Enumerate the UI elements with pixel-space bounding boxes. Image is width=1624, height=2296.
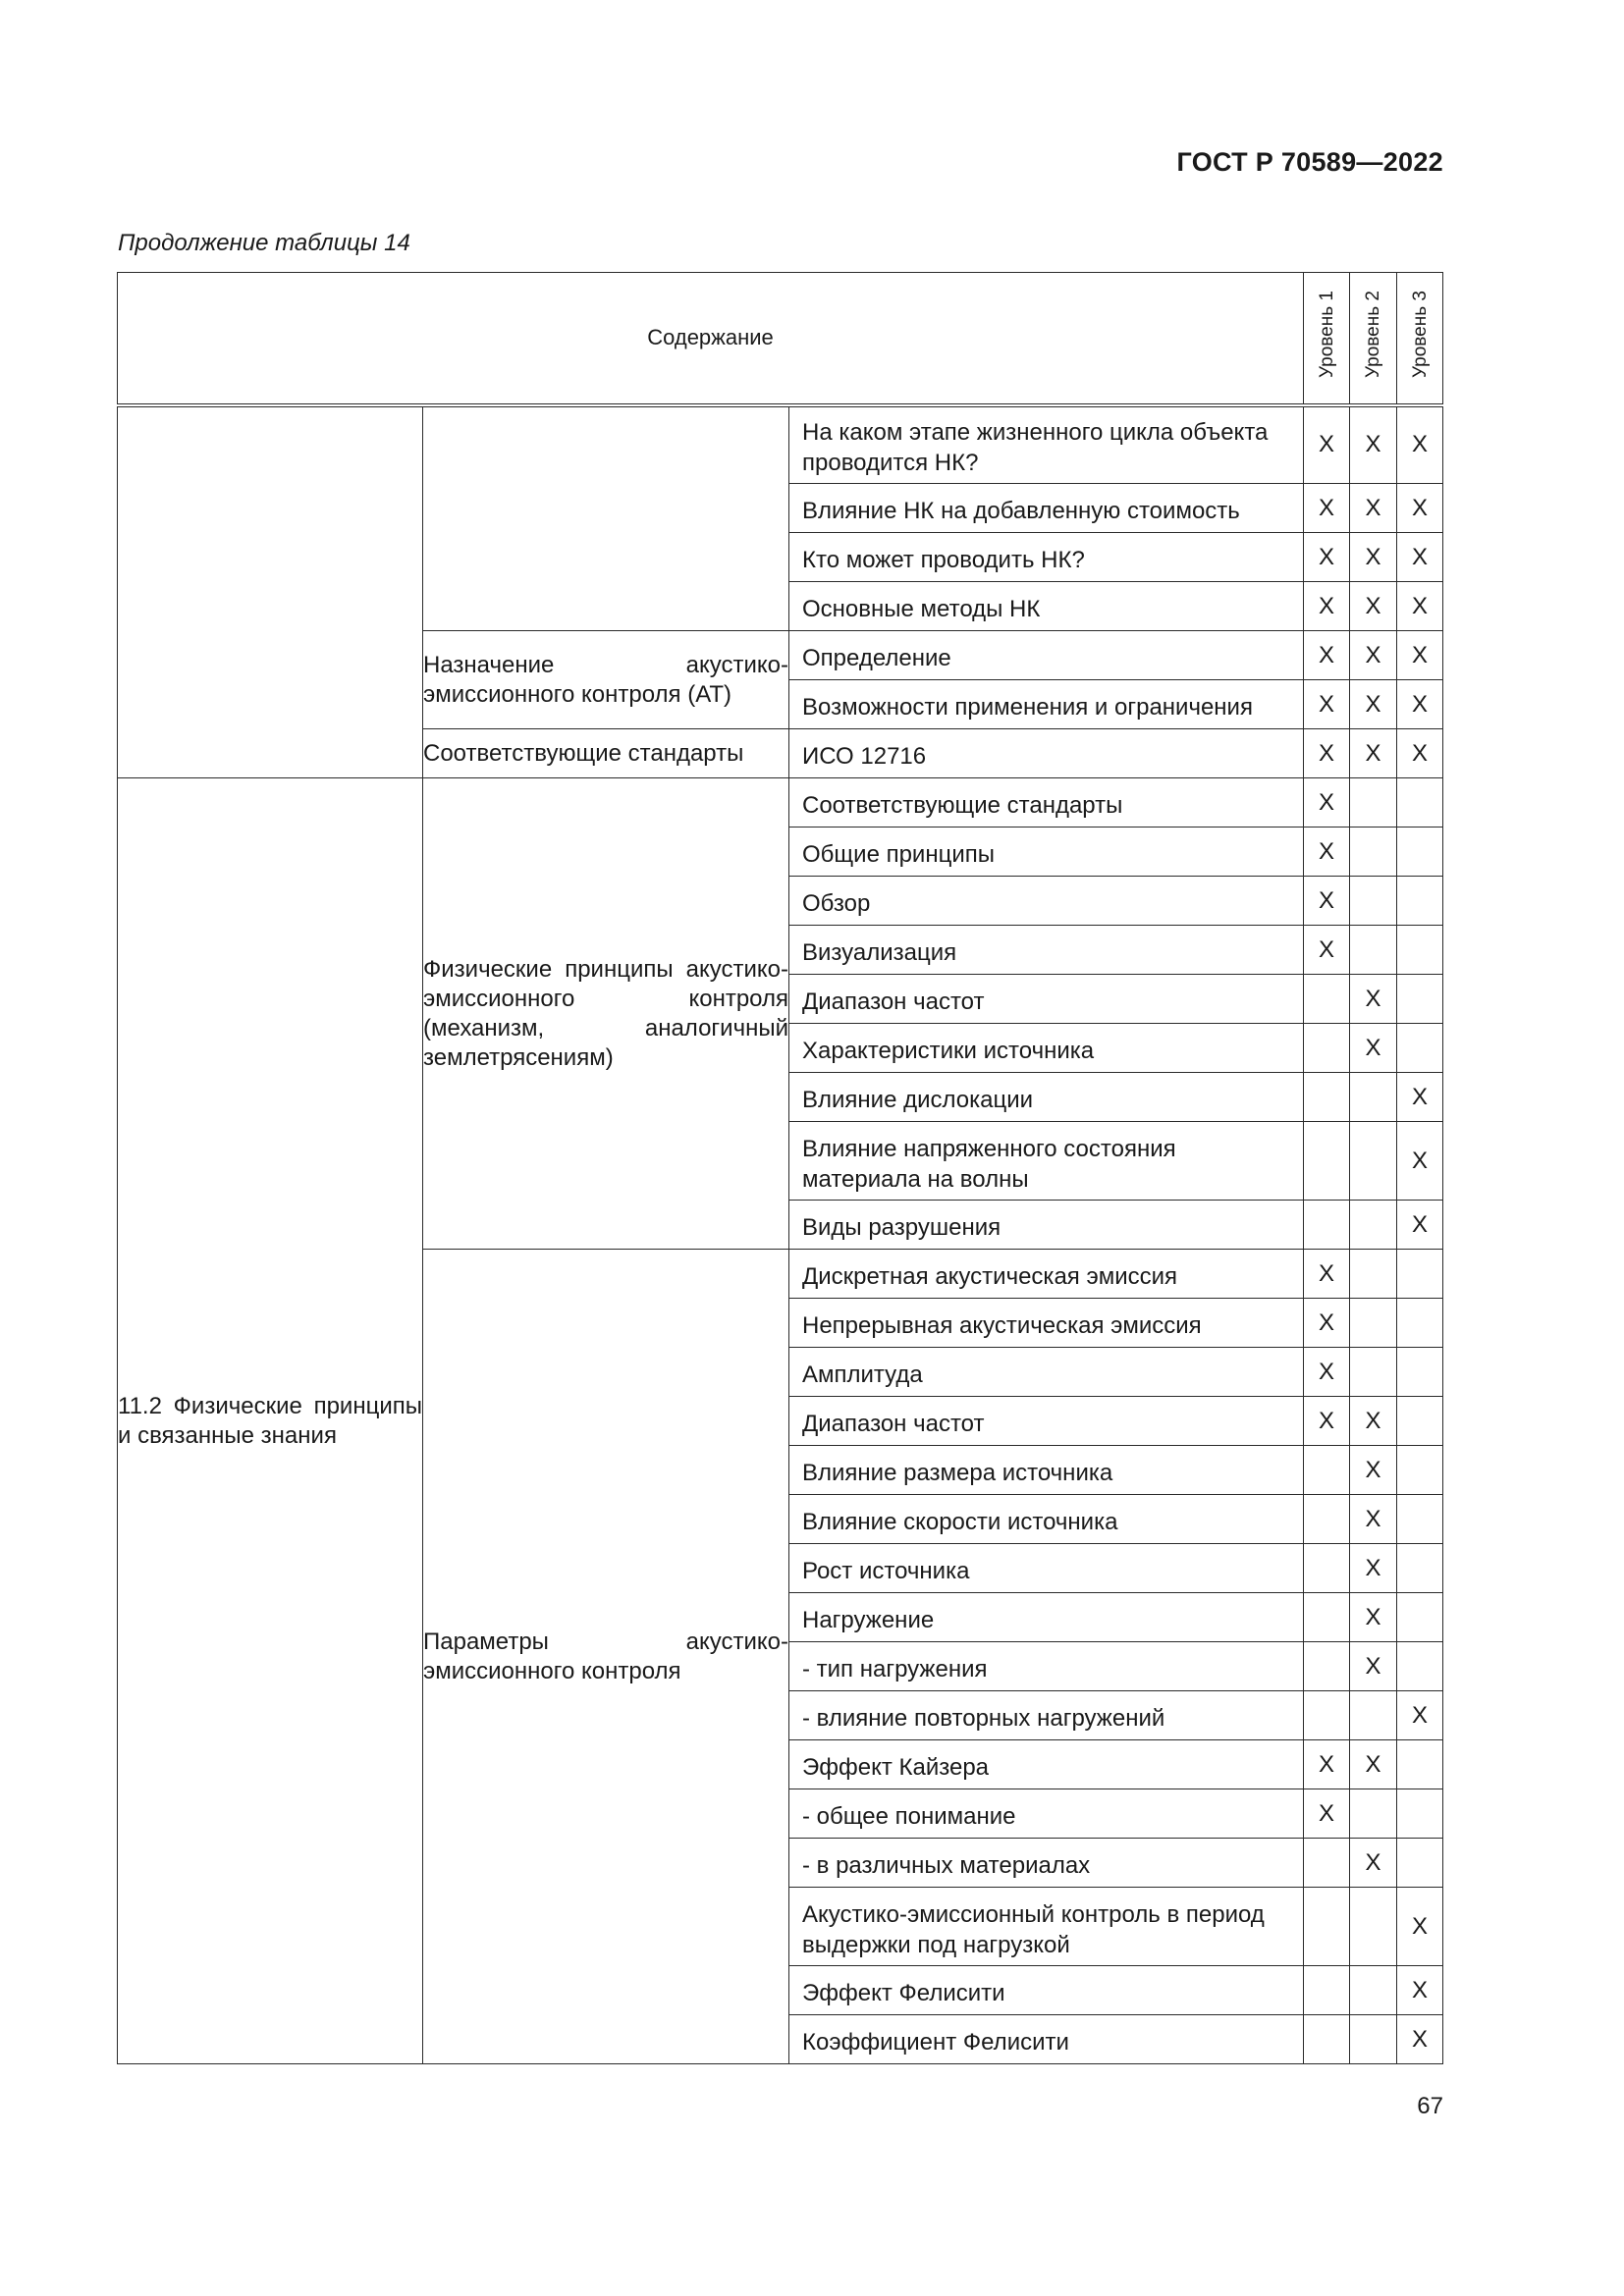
topic-cell: Нагружение <box>789 1593 1304 1642</box>
topic-cell: Эффект Кайзера <box>789 1740 1304 1789</box>
topic-cell: Влияние скорости источника <box>789 1495 1304 1544</box>
level-2-mark: X <box>1350 1740 1397 1789</box>
level-2-mark: X <box>1350 582 1397 631</box>
level-2-mark <box>1350 1966 1397 2015</box>
level-2-mark: X <box>1350 533 1397 582</box>
level-2-mark: X <box>1350 1544 1397 1593</box>
level-1-mark: X <box>1304 1789 1350 1839</box>
level-1-mark <box>1304 975 1350 1024</box>
level-1-mark <box>1304 1544 1350 1593</box>
header-content <box>118 273 1304 405</box>
level-2-mark: X <box>1350 405 1397 484</box>
topic-cell: Влияние напряженного состояния материала на волны <box>789 1122 1304 1201</box>
table-header-row <box>118 273 1443 405</box>
level-1-mark: X <box>1304 877 1350 926</box>
level-2-mark <box>1350 1789 1397 1839</box>
header-level-3-label: Уровень 3 <box>1409 291 1431 379</box>
level-3-mark: X <box>1397 1691 1443 1740</box>
level-2-mark <box>1350 828 1397 877</box>
level-1-mark <box>1304 1073 1350 1122</box>
level-3-mark <box>1397 778 1443 828</box>
level-3-mark: X <box>1397 533 1443 582</box>
level-2-mark <box>1350 926 1397 975</box>
topic-cell: - влияние повторных нагружений <box>789 1691 1304 1740</box>
topic-cell: На каком этапе жизненного цикла объекта проводится НК? <box>789 405 1304 484</box>
level-2-mark: X <box>1350 1495 1397 1544</box>
topic-cell: - в различных материалах <box>789 1839 1304 1888</box>
topic-cell: Возможности применения и ограничения <box>789 680 1304 729</box>
level-3-mark: X <box>1397 1888 1443 1966</box>
level-2-mark <box>1350 877 1397 926</box>
level-3-mark <box>1397 1446 1443 1495</box>
level-1-mark <box>1304 1122 1350 1201</box>
section-11-2-cell: 11.2 Физические принципы и связанные знания <box>118 778 423 2064</box>
level-3-mark <box>1397 1839 1443 1888</box>
level-2-mark <box>1350 1250 1397 1299</box>
topic-cell: Кто может проводить НК? <box>789 533 1304 582</box>
level-2-mark <box>1350 1073 1397 1122</box>
level-3-mark: X <box>1397 631 1443 680</box>
topic-cell: Визуализация <box>789 926 1304 975</box>
topic-cell: Дискретная акустическая эмиссия <box>789 1250 1304 1299</box>
page-number: 67 <box>1417 2093 1443 2119</box>
level-2-mark: X <box>1350 1593 1397 1642</box>
level-1-mark <box>1304 1691 1350 1740</box>
level-2-mark <box>1350 1122 1397 1201</box>
level-1-mark <box>1304 2015 1350 2064</box>
topic-cell: Эффект Фелисити <box>789 1966 1304 2015</box>
topic-cell: ИСО 12716 <box>789 729 1304 778</box>
topic-cell: Характеристики источника <box>789 1024 1304 1073</box>
header-content-label: Содержание <box>647 325 774 350</box>
level-3-mark <box>1397 1348 1443 1397</box>
level-3-mark: X <box>1397 1201 1443 1250</box>
topic-cell: Непрерывная акустическая эмиссия <box>789 1299 1304 1348</box>
section-prev-cell <box>118 405 423 778</box>
level-2-mark <box>1350 778 1397 828</box>
level-1-mark: X <box>1304 1299 1350 1348</box>
level-2-mark: X <box>1350 1839 1397 1888</box>
level-3-mark <box>1397 1789 1443 1839</box>
document-id: ГОСТ Р 70589—2022 <box>1176 147 1443 177</box>
level-2-mark: X <box>1350 484 1397 533</box>
level-3-mark <box>1397 1495 1443 1544</box>
level-3-mark: X <box>1397 729 1443 778</box>
level-2-mark: X <box>1350 1024 1397 1073</box>
level-1-mark <box>1304 1966 1350 2015</box>
level-1-mark: X <box>1304 926 1350 975</box>
header-level-1 <box>1304 273 1350 405</box>
level-2-mark: X <box>1350 631 1397 680</box>
topic-cell: Определение <box>789 631 1304 680</box>
level-2-mark <box>1350 1888 1397 1966</box>
topic-cell: Соответствующие стандарты <box>789 778 1304 828</box>
level-3-mark <box>1397 828 1443 877</box>
topic-cell: Общие принципы <box>789 828 1304 877</box>
topic-cell: Амплитуда <box>789 1348 1304 1397</box>
header-level-2 <box>1350 273 1397 405</box>
topic-cell: Влияние дислокации <box>789 1073 1304 1122</box>
level-1-mark: X <box>1304 680 1350 729</box>
level-1-mark <box>1304 1495 1350 1544</box>
level-2-mark: X <box>1350 729 1397 778</box>
level-3-mark: X <box>1397 680 1443 729</box>
topic-cell: Акустико-эмиссионный контроль в период выдержки под нагрузкой <box>789 1888 1304 1966</box>
level-3-mark <box>1397 1299 1443 1348</box>
level-1-mark: X <box>1304 778 1350 828</box>
level-2-mark: X <box>1350 975 1397 1024</box>
level-1-mark <box>1304 1201 1350 1250</box>
subsection-physical-principles-cell: Физические принципы акустико-эмиссионного контроля (механизм, аналогичный землетрясениям) <box>423 778 789 1250</box>
topic-cell: Рост источника <box>789 1544 1304 1593</box>
level-1-mark: X <box>1304 1250 1350 1299</box>
level-1-mark <box>1304 1446 1350 1495</box>
level-2-mark <box>1350 1691 1397 1740</box>
level-3-mark <box>1397 1544 1443 1593</box>
topic-cell: - общее понимание <box>789 1789 1304 1839</box>
topic-cell: Влияние размера источника <box>789 1446 1304 1495</box>
level-2-mark <box>1350 1299 1397 1348</box>
topic-cell: - тип нагружения <box>789 1642 1304 1691</box>
table-row <box>118 778 1443 828</box>
level-3-mark: X <box>1397 1073 1443 1122</box>
level-1-mark: X <box>1304 729 1350 778</box>
topic-cell: Влияние НК на добавленную стоимость <box>789 484 1304 533</box>
level-3-mark <box>1397 926 1443 975</box>
level-1-mark: X <box>1304 1348 1350 1397</box>
header-level-3 <box>1397 273 1443 405</box>
level-1-mark <box>1304 1593 1350 1642</box>
level-3-mark <box>1397 975 1443 1024</box>
level-3-mark: X <box>1397 405 1443 484</box>
level-1-mark <box>1304 1839 1350 1888</box>
level-2-mark: X <box>1350 1446 1397 1495</box>
table-row <box>118 405 1443 484</box>
level-3-mark <box>1397 877 1443 926</box>
level-1-mark: X <box>1304 631 1350 680</box>
level-2-mark <box>1350 1348 1397 1397</box>
subsection-purpose-cell: Назначение акустико-эмиссионного контроля (АТ) <box>423 631 789 729</box>
level-1-mark <box>1304 1888 1350 1966</box>
level-2-mark: X <box>1350 680 1397 729</box>
header-level-1-label: Уровень 1 <box>1316 291 1337 379</box>
table-caption: Продолжение таблицы 14 <box>118 230 410 256</box>
topic-cell: Диапазон частот <box>789 1397 1304 1446</box>
level-2-mark <box>1350 1201 1397 1250</box>
topic-cell: Виды разрушения <box>789 1201 1304 1250</box>
level-3-mark: X <box>1397 1122 1443 1201</box>
subsection-parameters-cell: Параметры акустико-эмиссионного контроля <box>423 1250 789 2064</box>
level-3-mark <box>1397 1397 1443 1446</box>
level-3-mark <box>1397 1250 1443 1299</box>
level-2-mark <box>1350 2015 1397 2064</box>
level-1-mark <box>1304 1024 1350 1073</box>
level-3-mark <box>1397 1740 1443 1789</box>
level-2-mark: X <box>1350 1642 1397 1691</box>
level-3-mark: X <box>1397 2015 1443 2064</box>
level-3-mark <box>1397 1024 1443 1073</box>
level-3-mark <box>1397 1593 1443 1642</box>
topic-cell: Диапазон частот <box>789 975 1304 1024</box>
level-1-mark: X <box>1304 1740 1350 1789</box>
level-1-mark: X <box>1304 582 1350 631</box>
topic-cell: Коэффициент Фелисити <box>789 2015 1304 2064</box>
level-1-mark: X <box>1304 484 1350 533</box>
level-3-mark: X <box>1397 1966 1443 2015</box>
level-1-mark: X <box>1304 533 1350 582</box>
level-1-mark: X <box>1304 828 1350 877</box>
level-1-mark: X <box>1304 405 1350 484</box>
level-3-mark: X <box>1397 582 1443 631</box>
level-1-mark: X <box>1304 1397 1350 1446</box>
subsection-prev-cell <box>423 405 789 631</box>
level-3-mark: X <box>1397 484 1443 533</box>
header-level-2-label: Уровень 2 <box>1363 291 1384 379</box>
level-2-mark: X <box>1350 1397 1397 1446</box>
subsection-standards-cell: Соответствующие стандарты <box>423 729 789 778</box>
level-3-mark <box>1397 1642 1443 1691</box>
topic-cell: Основные методы НК <box>789 582 1304 631</box>
topic-cell: Обзор <box>789 877 1304 926</box>
competency-table <box>117 272 1443 2064</box>
level-1-mark <box>1304 1642 1350 1691</box>
